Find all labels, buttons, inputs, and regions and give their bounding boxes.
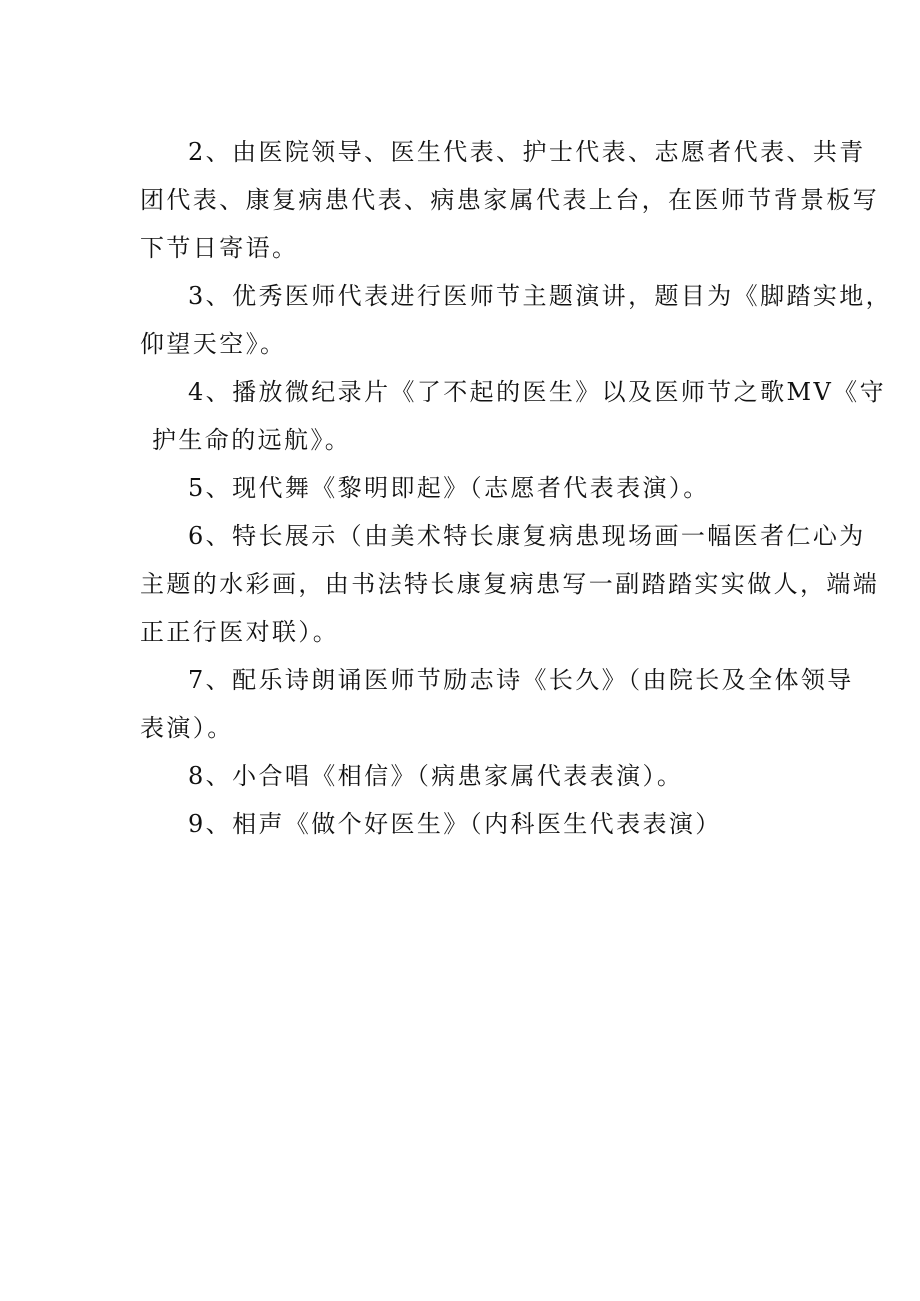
paragraph-line: 正正行医对联）。 xyxy=(140,618,340,646)
program-list xyxy=(140,128,893,848)
list-item xyxy=(140,656,854,752)
paragraph-line: 6、特长展示（由美术特长康复病患现场画一幅医者仁心为 xyxy=(188,522,866,550)
paragraph-line: 护生命的远航》。 xyxy=(152,426,352,454)
list-item xyxy=(140,272,893,368)
paragraph-line: 9、相声《做个好医生》（内科医生代表表演） xyxy=(188,810,722,838)
paragraph-line: 5、现代舞《黎明即起》（志愿者代表表演）。 xyxy=(188,474,710,502)
list-item xyxy=(140,368,886,464)
list-item xyxy=(140,512,880,656)
paragraph-line: 7、配乐诗朗诵医师节励志诗《长久》（由院长及全体领导 xyxy=(188,666,854,694)
paragraph-line: 3、优秀医师代表进行医师节主题演讲，题目为《脚踏实地， xyxy=(188,282,893,310)
paragraph-line: 团代表、康复病患代表、病患家属代表上台，在医师节背景板写 xyxy=(140,186,880,214)
list-item xyxy=(140,800,788,848)
paragraph-line: 主题的水彩画，由书法特长康复病患写一副踏踏实实做人，端端 xyxy=(140,570,880,598)
paragraph-line: 8、小合唱《相信》（病患家属代表表演）。 xyxy=(188,762,684,790)
paragraph-line: 仰望天空》。 xyxy=(140,330,287,358)
paragraph-line: 表演）。 xyxy=(140,714,234,742)
paragraph-line: 2、由医院领导、医生代表、护士代表、志愿者代表、共青 xyxy=(188,138,866,166)
list-item xyxy=(140,128,880,272)
list-item xyxy=(140,464,788,512)
list-item xyxy=(140,752,788,800)
paragraph-line: 4、播放微纪录片《了不起的医生》以及医师节之歌MV《守 xyxy=(188,378,886,406)
paragraph-line: 下节日寄语。 xyxy=(140,234,299,262)
